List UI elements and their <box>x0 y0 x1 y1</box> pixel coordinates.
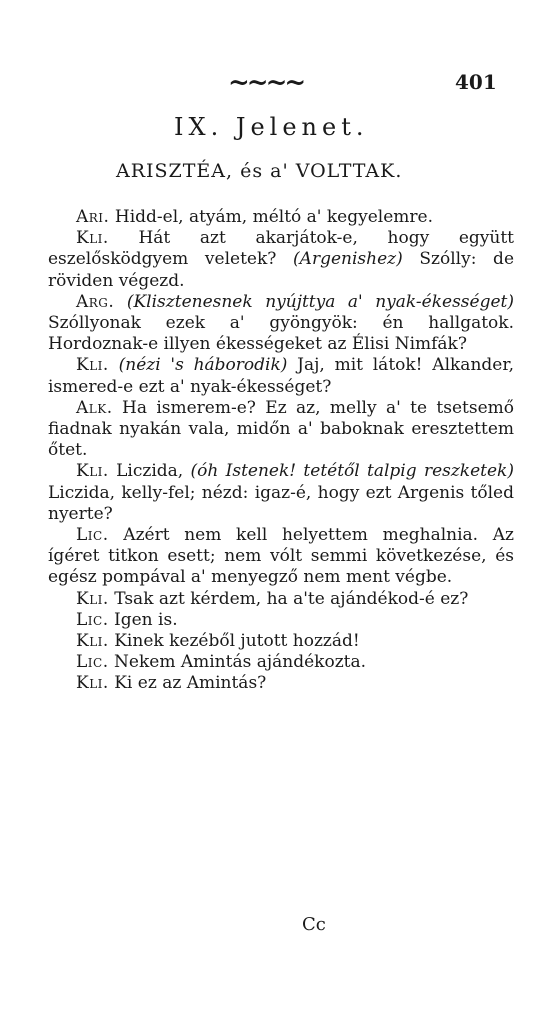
stage-direction: (óh Istenek! tetétől talpig reszketek) <box>190 461 514 482</box>
dialogue-paragraph <box>48 398 514 462</box>
dialogue-text: Kinek kezéből jutott hozzád! <box>108 631 360 652</box>
dialogue-text: Ki ez az Amintás? <box>108 673 267 694</box>
stage-direction: (nézi 's háborodik) <box>118 355 288 376</box>
speaker-name: Ari. <box>76 207 110 227</box>
scene-title: IX. Jelenet. <box>174 113 369 141</box>
dialogue-paragraph <box>48 292 514 356</box>
dialogue-text: Hidd-el, atyám, méltó a' kegyelemre. <box>109 207 433 227</box>
speaker-name: Kli. <box>76 228 109 249</box>
dialogue-text: Liczida, kelly-fel; nézd: igaz-é, hogy ezt Argenis tőled nyerte? <box>48 482 514 524</box>
dialogue-paragraph <box>48 461 514 525</box>
stage-direction: (Argenishez) <box>293 249 403 270</box>
dialogue-text <box>114 292 127 312</box>
dialogue-paragraph <box>48 228 514 292</box>
dialogue-paragraph <box>48 355 514 397</box>
speaker-name: Kli. <box>76 588 109 609</box>
signature-mark: Cc <box>302 914 326 935</box>
dialogue-text: Liczida, <box>108 461 191 482</box>
dialogue-body <box>48 207 514 695</box>
speaker-name: Kli. <box>76 355 109 376</box>
dialogue-paragraph <box>48 610 514 631</box>
dialogue-text: Azért nem kell helyettem meghalnia. Az ígéret titkon esett; nem vólt semmi következése, és egész pompával a' menyegző nem ment végbe. <box>48 525 514 588</box>
speaker-name: Arg. <box>76 291 115 312</box>
header-ornament: ~~~~ <box>228 68 304 98</box>
speaker-name: Lic. <box>76 609 109 630</box>
dialogue-paragraph <box>48 525 514 589</box>
dialogue-text: Szóllyonak ezek a' gyöngyök: én hallgatok. Hordoznak-e illyen ékességeket az Élisi Nimfák? <box>48 313 514 355</box>
dialogue-paragraph <box>48 652 514 673</box>
speaker-name: Kli. <box>76 631 109 652</box>
dialogue-text <box>109 355 119 375</box>
dialogue-text: Nekem Amintás ajándékozta. <box>108 652 367 673</box>
speaker-name: Kli. <box>76 673 109 694</box>
dialogue-text: Tsak azt kérdem, ha a'te ajándékod-é ez? <box>108 588 469 609</box>
dialogue-paragraph <box>48 589 514 610</box>
speaker-name: Lic. <box>76 525 109 546</box>
dialogue-paragraph <box>48 631 514 652</box>
speaker-name: Kli. <box>76 461 109 482</box>
dialogue-paragraph <box>48 207 514 228</box>
dialogue-text: Szólly: de röviden végezd. <box>48 249 515 291</box>
scene-characters: ARISZTÉA, és a' VOLTTAK. <box>116 160 403 182</box>
page-number: 401 <box>455 70 497 94</box>
stage-direction: (Klisztenesnek nyújttya a' nyak-ékességet) <box>126 291 514 312</box>
dialogue-text: Igen is. <box>108 609 178 630</box>
speaker-name: Lic. <box>76 652 109 673</box>
dialogue-text: Hát azt akarjátok-e, hogy együtt eszelősködgyem veletek? <box>48 228 514 270</box>
dialogue-paragraph <box>48 673 514 694</box>
dialogue-text: Jaj, mit látok! Alkander, ismered-e ezt a' nyak-ékességet? <box>48 355 514 397</box>
speaker-name: Alk. <box>76 397 113 418</box>
dialogue-text: Ha ismerem-e? Ez az, melly a' te tsetsemő fiadnak nyakán vala, midőn a' baboknak eresztettem őtet. <box>48 397 514 461</box>
